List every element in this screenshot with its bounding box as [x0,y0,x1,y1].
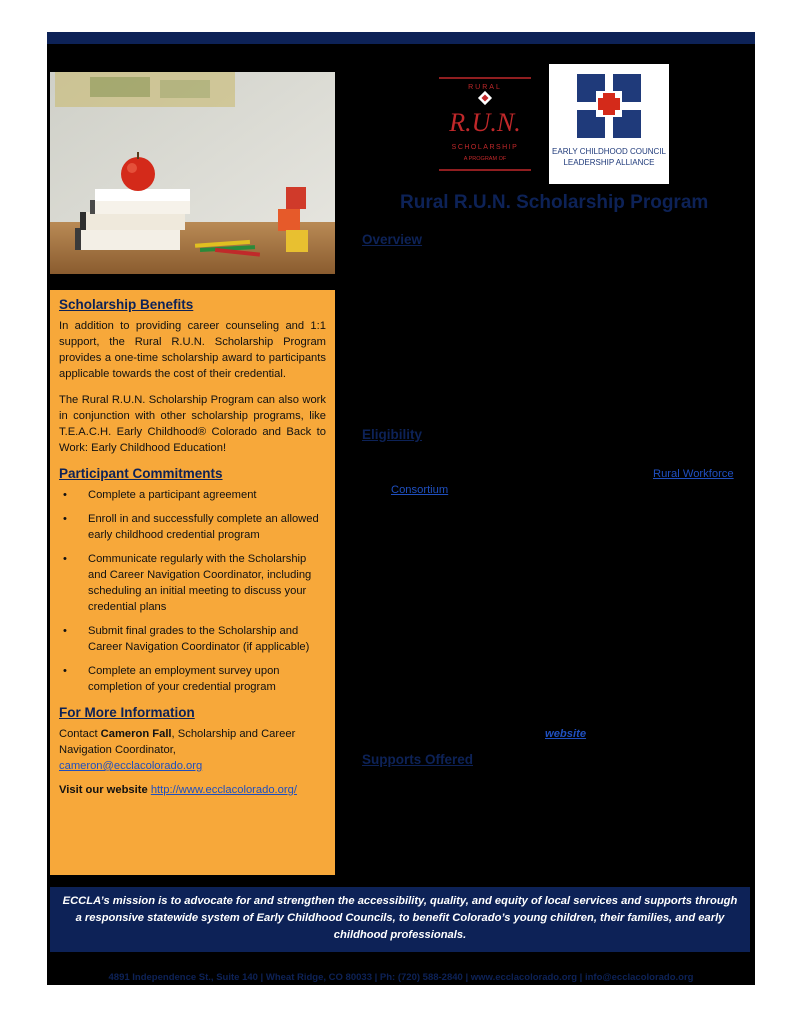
website-inline-link[interactable]: website [545,728,587,740]
page-title: Rural R.U.N. Scholarship Program [400,192,709,213]
rural-workforce-link[interactable]: Rural Workforce [653,468,734,480]
info-heading: For More Information [59,705,195,720]
benefits-heading: Scholarship Benefits [59,297,194,312]
bullet-icon: • [63,513,67,525]
commitment-text: Submit final grades to the Scholarship and Career Navigation Coordinator (if applicable) [88,625,310,653]
supports-heading: Supports Offered [362,752,474,767]
website-url-link[interactable]: http://www.ecclacolorado.org/ [150,784,297,796]
list-item [59,511,326,543]
top-banner [47,32,755,44]
flyer-page [47,32,755,985]
bullet-icon: • [63,665,67,677]
commitments-heading: Participant Commitments [59,466,223,481]
eccla-logo-line2: LEADERSHIP ALLIANCE [563,158,655,167]
sidebar-panel [50,290,335,875]
footer-contact: 4891 Independence St., Suite 140 | Wheat Ridge, CO 80033 | Ph: (720) 588-2840 | www.ecclacolorado.org | info@ecclacolorado.org [108,972,694,983]
website-label: Visit our website [59,784,148,796]
run-logo-program-text: A PROGRAM OF [463,156,507,162]
contact-paragraph [59,726,326,774]
overview-heading: Overview [362,232,423,247]
benefits-paragraph-1: In addition to providing career counseling and 1:1 support, the Rural R.U.N. Scholarship Program provides a one-time scholarship award to participants applicable towards the cost of their credential. [59,320,326,380]
list-item [59,487,326,503]
website-paragraph [59,782,326,798]
list-item [59,663,326,695]
commitment-text: Complete an employment survey upon completion of your credential program [88,665,280,693]
mission-banner: ECCLA’s mission is to advocate for and strengthen the accessibility, quality, and equity of local services and supports through a responsive statewide system of Early Childhood Councils, to benefit Colorado’s young children, their families, and early childhood professionals. [50,887,750,952]
contact-name: Cameron Fall [100,728,172,740]
contact-email-link[interactable]: cameron@ecclacolorado.org [59,760,203,772]
eligibility-heading: Eligibility [362,427,423,442]
hero-photo [50,72,335,274]
bullet-icon: • [63,625,67,637]
list-item [59,551,326,615]
bullet-icon: • [63,489,67,501]
list-item [59,623,326,655]
consortium-link[interactable]: Consortium [391,484,449,496]
run-logo-top-text: RURAL [468,84,502,91]
eccla-logo-line1: EARLY CHILDHOOD COUNCIL [552,147,666,156]
commitment-text: Complete a participant agreement [88,489,257,501]
bullet-icon: • [63,553,67,565]
run-logo-main-text: R.U.N. [449,108,521,137]
commitment-text: Enroll in and successfully complete an allowed early childhood credential program [88,513,319,541]
eccla-logo [549,64,669,184]
benefits-paragraph-2: The Rural R.U.N. Scholarship Program can also work in conjunction with other scholarship programs, like T.E.A.C.H. Early Childhood® Colorado and Back to Work: Early Childhood Education! [59,394,326,454]
run-logo-sub-text: SCHOLARSHIP [451,144,519,151]
run-scholarship-logo [437,76,533,172]
contact-prefix: Contact [59,728,101,740]
contact-suffix: , Scholarship and Career Navigation Coordinator, [59,728,296,756]
commitment-text: Communicate regularly with the Scholarship and Career Navigation Coordinator, including scheduling an initial meeting to discuss your credential plans [88,553,312,613]
commitments-list [59,487,326,695]
